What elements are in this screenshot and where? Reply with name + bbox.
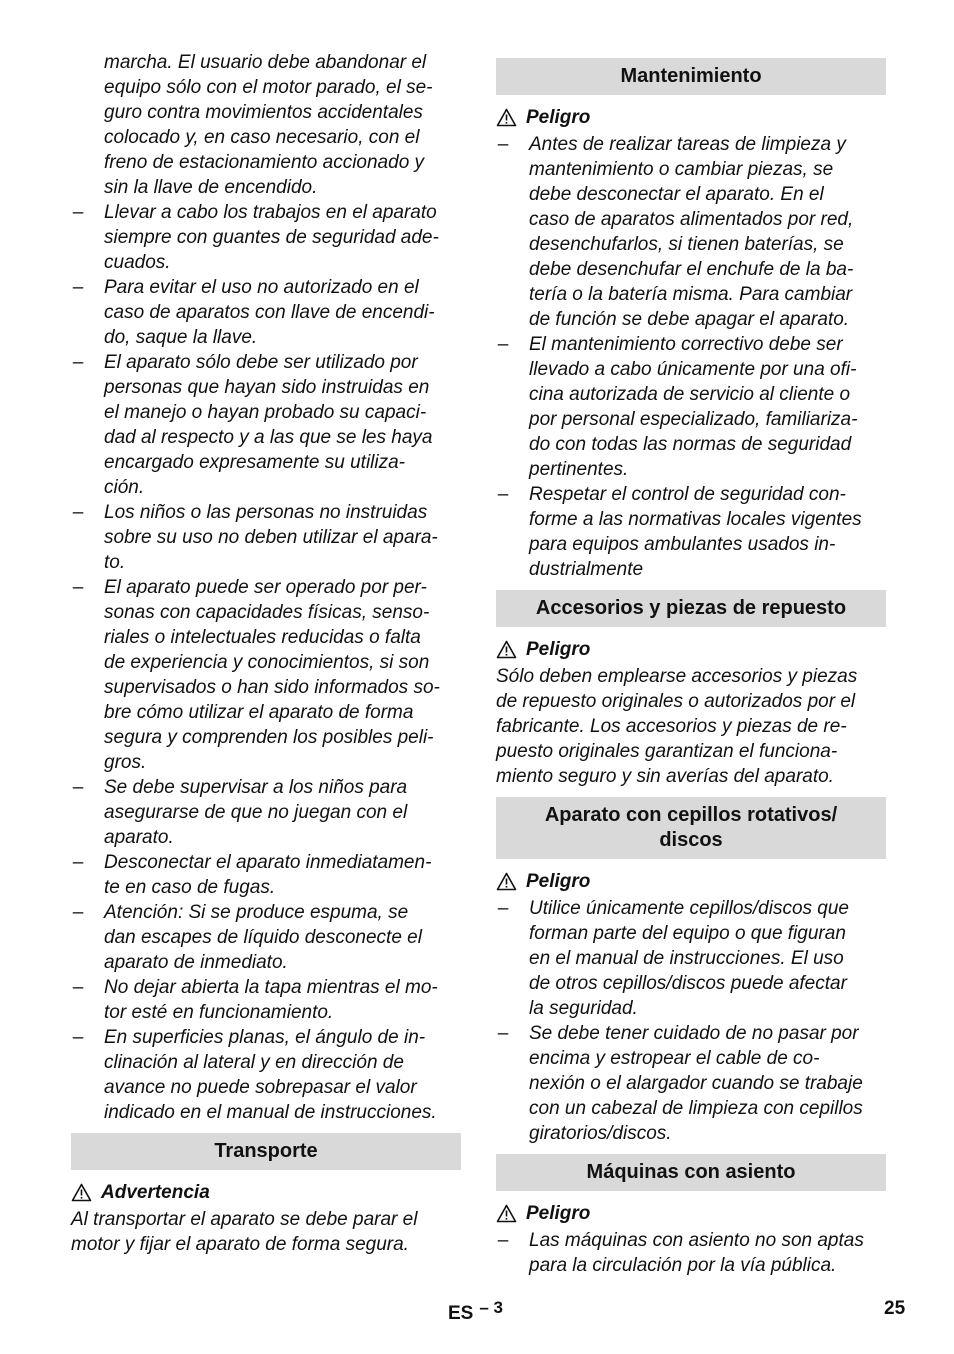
- section-heading-seat-machines: Máquinas con asiento: [496, 1154, 886, 1191]
- warning-label: [71, 1180, 461, 1205]
- text-line: En superficies planas, el ángulo de in-: [104, 1027, 426, 1048]
- text-line: debe desconectar el aparato. En el: [529, 184, 824, 205]
- warning-triangle-icon: [496, 640, 517, 659]
- text-line: nexión o el alargador cuando se trabaje: [529, 1073, 863, 1094]
- heading-line: Aparato con cepillos rotativos/: [544, 804, 838, 826]
- text-line: Utilice únicamente cepillos/discos que: [529, 898, 849, 919]
- warning-label: [496, 637, 886, 662]
- text-line: bre cómo utilizar el aparato de forma: [104, 702, 414, 723]
- list-item: [71, 775, 461, 850]
- dash-bullet: –: [72, 777, 84, 798]
- text-line: motor y fijar el aparato de forma segura.: [71, 1234, 409, 1255]
- warning-triangle-icon: [496, 872, 517, 891]
- warning-triangle-icon: [496, 108, 517, 127]
- text-line: la seguridad.: [529, 998, 638, 1019]
- text-line: caso de aparatos alimentados por red,: [529, 209, 854, 230]
- text-line: Llevar a cabo los trabajos en el aparato: [104, 202, 437, 223]
- text-line: ción.: [104, 477, 145, 498]
- text-line: fabricante. Los accesorios y piezas de re-: [496, 716, 847, 737]
- text-line: llevado a cabo únicamente por una ofi-: [529, 359, 857, 380]
- text-line: de experiencia y conocimientos, si son: [104, 652, 430, 673]
- text-line: de otros cepillos/discos puede afectar: [529, 973, 847, 994]
- text-line: para la circulación por la vía pública.: [529, 1255, 837, 1276]
- list-item: [71, 975, 461, 1025]
- list-item: [496, 1021, 886, 1146]
- text-line: sobre su uso no deben utilizar el apara-: [104, 527, 438, 548]
- text-line: miento seguro y sin averías del aparato.: [496, 766, 834, 787]
- dash-bullet: –: [72, 977, 84, 998]
- language-code: ES: [448, 1303, 474, 1324]
- dash-bullet: –: [72, 577, 84, 598]
- text-line: para equipos ambulantes usados in-: [529, 534, 836, 555]
- text-line: equipo sólo con el motor parado, el se-: [104, 77, 433, 98]
- dash-bullet: –: [497, 334, 509, 355]
- text-line: personas que hayan sido instruidas en: [104, 377, 430, 398]
- text-line: Al transportar el aparato se debe parar el: [71, 1209, 418, 1230]
- warning-text: Advertencia: [101, 1182, 210, 1203]
- text-line: tor esté en funcionamiento.: [104, 1002, 334, 1023]
- dash-bullet: –: [72, 502, 84, 523]
- text-line: giratorios/discos.: [529, 1123, 672, 1144]
- warning-text: Peligro: [526, 1203, 591, 1224]
- heading-line: discos: [659, 829, 723, 851]
- list-item: [71, 500, 461, 575]
- warning-label: [496, 1201, 886, 1226]
- text-line: Los niños o las personas no instruidas: [104, 502, 428, 523]
- dash-bullet: –: [72, 902, 84, 923]
- text-line: puesto originales garantizan el funciona-: [496, 741, 838, 762]
- list-item: [71, 275, 461, 350]
- text-line: segura y comprenden los posibles peli-: [104, 727, 434, 748]
- text-line: caso de aparatos con llave de encendi-: [104, 302, 435, 323]
- dash-bullet: –: [497, 1230, 509, 1251]
- text-line: debe desenchufar el enchufe de la ba-: [529, 259, 854, 280]
- text-line: do con todas las normas de seguridad: [529, 434, 852, 455]
- text-line: Se debe tener cuidado de no pasar por: [529, 1023, 859, 1044]
- text-line: desenchufarlos, si tienen baterías, se: [529, 234, 844, 255]
- dash-bullet: –: [497, 1023, 509, 1044]
- text-line: te en caso de fugas.: [104, 877, 276, 898]
- text-line: Para evitar el uso no autorizado en el: [104, 277, 419, 298]
- text-line: El mantenimiento correctivo debe ser: [529, 334, 843, 355]
- list-item: [496, 1228, 886, 1278]
- text-line: Respetar el control de seguridad con-: [529, 484, 846, 505]
- warning-label: [496, 105, 886, 130]
- page-number: 25: [884, 1298, 906, 1319]
- list-item: [71, 850, 461, 900]
- text-line: pertinentes.: [529, 459, 629, 480]
- warning-text: Peligro: [526, 871, 591, 892]
- text-line: Se debe supervisar a los niños para: [104, 777, 408, 798]
- text-line: el manejo o hayan probado su capaci-: [104, 402, 427, 423]
- footer-language: [448, 1298, 503, 1325]
- warning-text: Peligro: [526, 107, 591, 128]
- section-heading-maintenance: Mantenimiento: [496, 58, 886, 95]
- left-column: [71, 50, 461, 1257]
- text-line: en el manual de instrucciones. El uso: [529, 948, 844, 969]
- text-line: to.: [104, 552, 126, 573]
- dash-bullet: –: [497, 134, 509, 155]
- warning-label: [496, 869, 886, 894]
- list-item: [496, 482, 886, 582]
- list-item: [71, 1025, 461, 1125]
- text-line: forme a las normativas locales vigentes: [529, 509, 862, 530]
- list-item: [71, 350, 461, 500]
- intro-paragraph: [71, 50, 461, 200]
- text-line: marcha. El usuario debe abandonar el: [104, 52, 427, 73]
- text-line: cuados.: [104, 252, 171, 273]
- text-line: guro contra movimientos accidentales: [104, 102, 423, 123]
- text-line: El aparato puede ser operado por per-: [104, 577, 427, 598]
- text-line: sonas con capacidades físicas, senso-: [104, 602, 430, 623]
- dash-bullet: –: [72, 1027, 84, 1048]
- text-line: clinación al lateral y en dirección de: [104, 1052, 404, 1073]
- text-line: riales o intelectuales reducidas o falta: [104, 627, 421, 648]
- dash-bullet: –: [497, 484, 509, 505]
- text-line: do, saque la llave.: [104, 327, 258, 348]
- text-line: gros.: [104, 752, 147, 773]
- text-line: con un cabezal de limpieza con cepillos: [529, 1098, 863, 1119]
- text-line: dustrialmente: [529, 559, 644, 580]
- section-heading-transport: Transporte: [71, 1133, 461, 1170]
- text-line: colocado y, en caso necesario, con el: [104, 127, 420, 148]
- list-item: [71, 200, 461, 275]
- text-line: tería o la batería misma. Para cambiar: [529, 284, 853, 305]
- section-heading-brushes: [496, 797, 886, 859]
- text-line: freno de estacionamiento accionado y: [104, 152, 425, 173]
- dash-bullet: –: [72, 852, 84, 873]
- dash-bullet: –: [72, 277, 84, 298]
- dash-bullet: –: [72, 202, 84, 223]
- text-line: aparato.: [104, 827, 174, 848]
- text-line: por personal especializado, familiariza-: [529, 409, 858, 430]
- warning-text: Peligro: [526, 639, 591, 660]
- list-item: [71, 575, 461, 775]
- transport-paragraph: [71, 1207, 461, 1257]
- right-column: [496, 58, 886, 1278]
- list-item: [496, 332, 886, 482]
- text-line: supervisados o han sido informados so-: [104, 677, 440, 698]
- text-line: Antes de realizar tareas de limpieza y: [529, 134, 846, 155]
- dash-bullet: –: [72, 352, 84, 373]
- text-line: cina autorizada de servicio al cliente o: [529, 384, 851, 405]
- text-line: asegurarse de que no juegan con el: [104, 802, 408, 823]
- text-line: aparato de inmediato.: [104, 952, 288, 973]
- list-item: [71, 900, 461, 975]
- warning-triangle-icon: [71, 1183, 92, 1202]
- text-line: mantenimiento o cambiar piezas, se: [529, 159, 834, 180]
- text-line: forman parte del equipo o que figuran: [529, 923, 846, 944]
- text-line: Atención: Si se produce espuma, se: [104, 902, 409, 923]
- list-item: [496, 132, 886, 332]
- text-line: encargado expresamente su utiliza-: [104, 452, 406, 473]
- text-line: El aparato sólo debe ser utilizado por: [104, 352, 418, 373]
- text-line: indicado en el manual de instrucciones.: [104, 1102, 437, 1123]
- text-line: siempre con guantes de seguridad ade-: [104, 227, 439, 248]
- text-line: sin la llave de encendido.: [104, 177, 318, 198]
- text-line: Sólo deben emplearse accesorios y piezas: [496, 666, 858, 687]
- accessories-paragraph: [496, 664, 886, 789]
- list-item: [496, 896, 886, 1021]
- text-line: avance no puede sobrepasar el valor: [104, 1077, 417, 1098]
- section-heading-accessories: Accesorios y piezas de repuesto: [496, 590, 886, 627]
- text-line: Desconectar el aparato inmediatamen-: [104, 852, 432, 873]
- text-line: dad al respecto y a las que se les haya: [104, 427, 433, 448]
- text-line: de función se debe apagar el aparato.: [529, 309, 850, 330]
- text-line: encima y estropear el cable de co-: [529, 1048, 820, 1069]
- text-line: Las máquinas con asiento no son aptas: [529, 1230, 864, 1251]
- text-line: dan escapes de líquido desconecte el: [104, 927, 422, 948]
- warning-triangle-icon: [496, 1204, 517, 1223]
- section-number: – 3: [479, 1298, 503, 1317]
- text-line: No dejar abierta la tapa mientras el mo-: [104, 977, 438, 998]
- dash-bullet: –: [497, 898, 509, 919]
- text-line: de repuesto originales o autorizados por el: [496, 691, 856, 712]
